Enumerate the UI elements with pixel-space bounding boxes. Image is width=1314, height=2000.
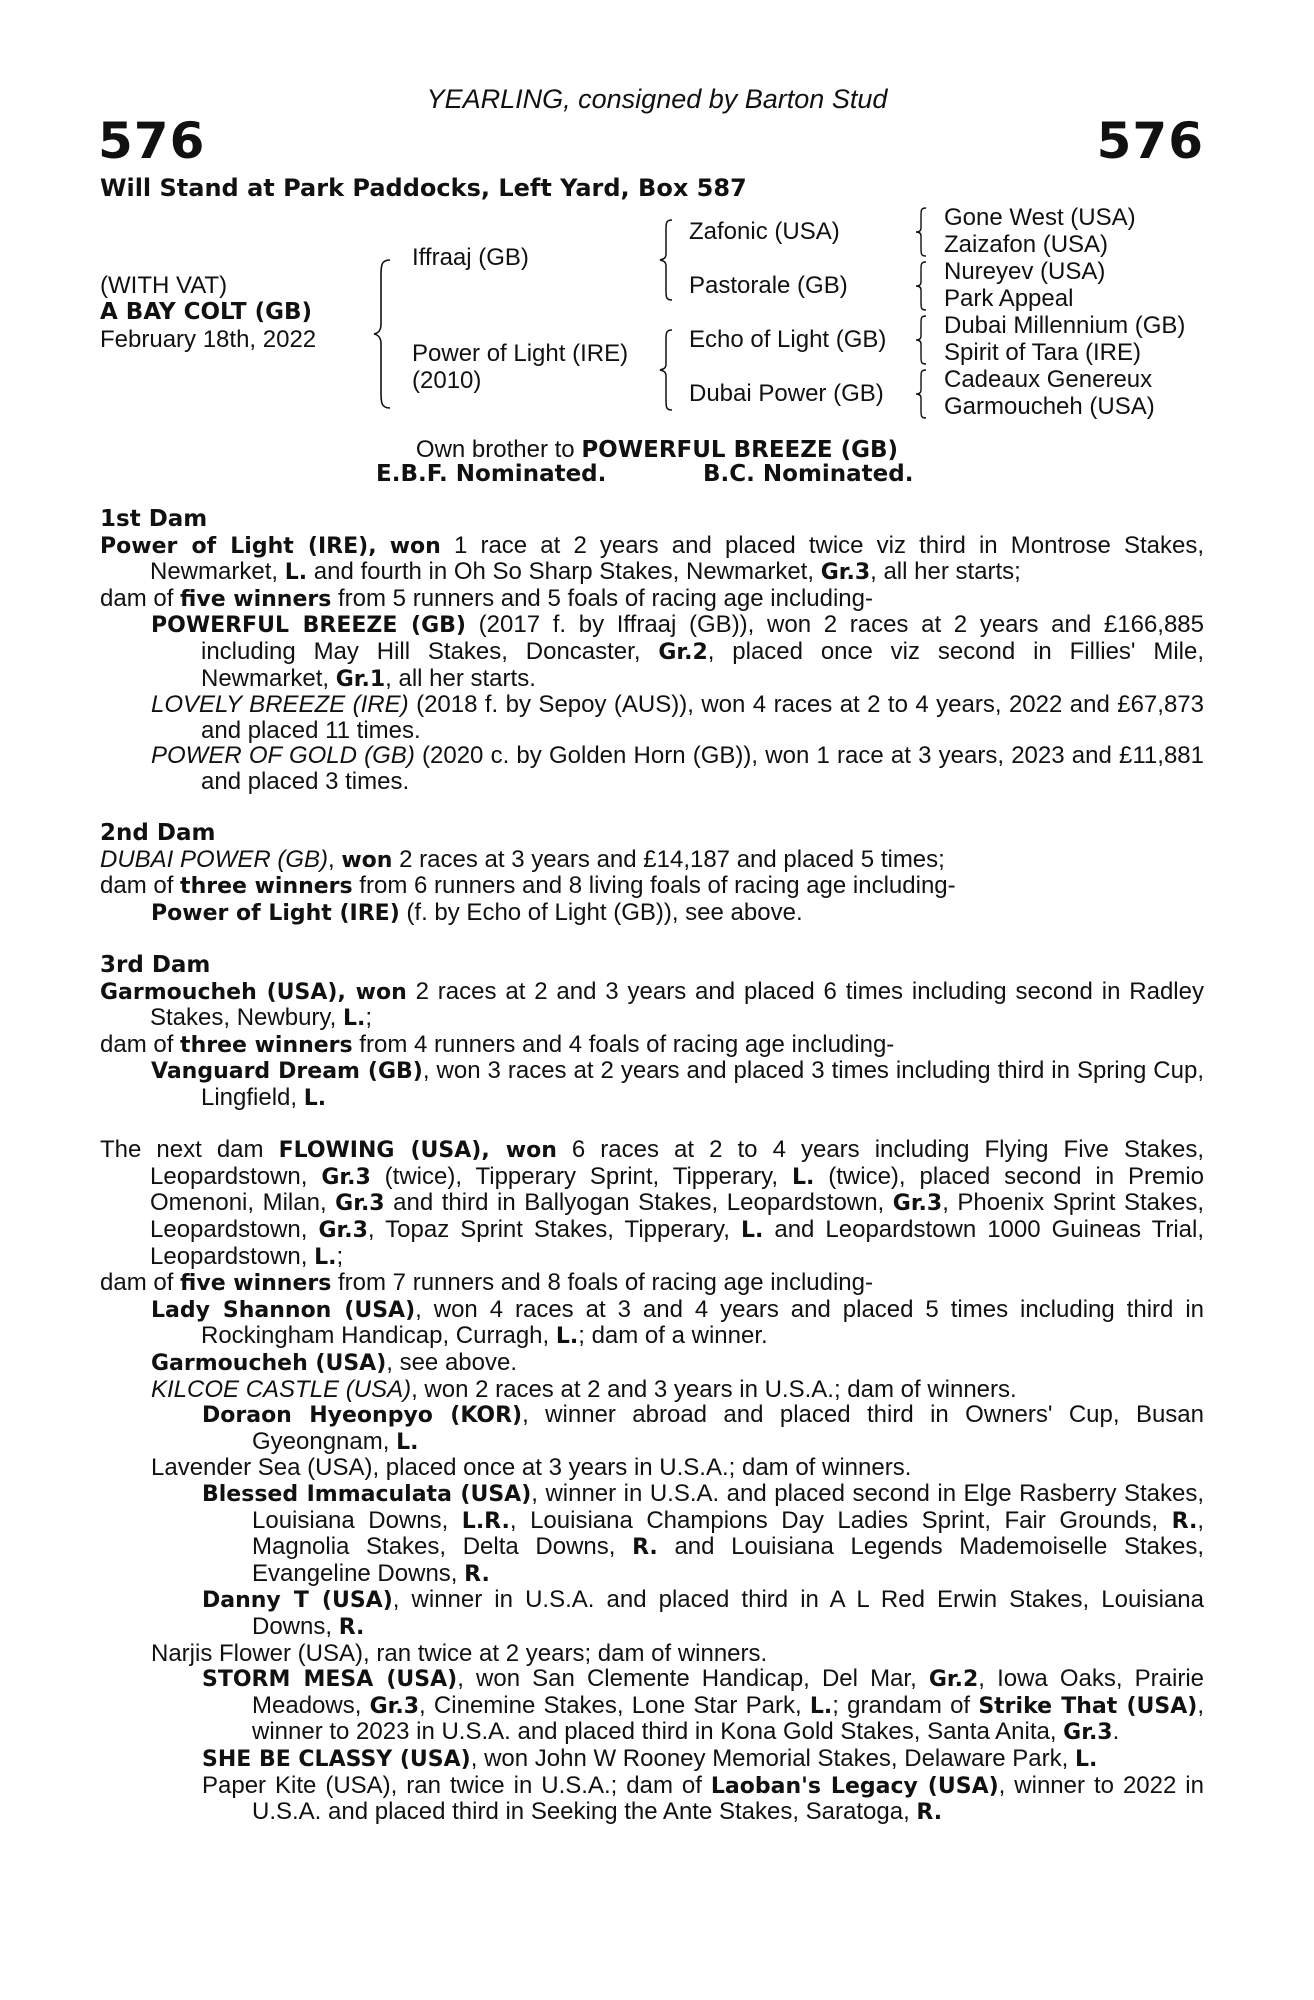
third-dam-heading: 3rd Dam bbox=[100, 952, 211, 979]
own-brother-prefix: Own brother to bbox=[415, 436, 575, 463]
consignment-line: YEARLING, consigned by Barton Stud bbox=[426, 84, 888, 114]
ancestor-3: Nureyev (USA) bbox=[944, 258, 1106, 285]
dam-dam: Dubai Power (GB) bbox=[689, 380, 884, 407]
dam-sire: Echo of Light (GB) bbox=[689, 326, 887, 353]
progeny-power-of-light: Power of Light (IRE) (f. by Echo of Light (GB)), see above. bbox=[151, 898, 803, 926]
second-dam-record: DUBAI POWER (GB), won 2 races at 3 years and £14,187 and placed 5 times; bbox=[100, 845, 945, 873]
foaling-date: February 18th, 2022 bbox=[100, 326, 317, 353]
next-dam-produce-summary: dam of five winners from 7 runners and 8 foals of racing age including- bbox=[100, 1269, 873, 1297]
ancestor-2: Zaizafon (USA) bbox=[944, 231, 1109, 258]
ancestor-1: Gone West (USA) bbox=[944, 204, 1136, 231]
own-brother-line bbox=[0, 436, 1314, 464]
pedigree-brace-g78 bbox=[914, 368, 928, 420]
progeny-vanguard-dream: Vanguard Dream (GB), won 3 races at 2 years and placed 3 times including third in Spring Cup, Lingfield, L. bbox=[151, 1057, 1204, 1112]
progeny-danny-t: Danny T (USA), winner in U.S.A. and placed third in A L Red Erwin Stakes, Louisiana Downs, R. bbox=[202, 1586, 1205, 1640]
progeny-she-be-classy: SHE BE CLASSY (USA), won John W Rooney Memorial Stakes, Delaware Park, L. bbox=[202, 1744, 1098, 1772]
lot-number-left: 576 bbox=[98, 112, 206, 170]
stand-location: Will Stand at Park Paddocks, Left Yard, Box 587 bbox=[100, 174, 747, 202]
progeny-storm-mesa: STORM MESA (USA), won San Clemente Handicap, Del Mar, Gr.2, Iowa Oaks, Prairie Meadows, Gr.3, Cinemine Stakes, Lone Star Park, L.; grandam of Strike That (USA), winner to 2023 in U.S.A. and placed third in Kona Gold Stakes, Santa Anita, Gr.3. bbox=[202, 1665, 1205, 1746]
pedigree-brace-sire bbox=[658, 218, 674, 302]
own-brother-name: POWERFUL BREEZE (GB) bbox=[581, 437, 899, 463]
progeny-lovely-breeze: LOVELY BREEZE (IRE) (2018 f. by Sepoy (AUS)), won 4 races at 2 to 4 years, 2022 and £67,873 and placed 11 times. bbox=[151, 691, 1204, 744]
ancestor-7: Cadeaux Genereux bbox=[944, 366, 1153, 393]
second-dam-heading: 2nd Dam bbox=[100, 820, 216, 847]
progeny-narjis-flower: Narjis Flower (USA), ran twice at 2 years; dam of winners. bbox=[151, 1639, 768, 1667]
progeny-lavender-sea: Lavender Sea (USA), placed once at 3 years in U.S.A.; dam of winners. bbox=[151, 1454, 912, 1482]
progeny-lady-shannon: Lady Shannon (USA), won 4 races at 3 and 4 years and placed 5 times including third in Rockingham Handicap, Curragh, L.; dam of a winner. bbox=[151, 1295, 1204, 1350]
pedigree-brace-g34 bbox=[914, 260, 928, 312]
third-dam-produce-summary: dam of three winners from 4 runners and 4 foals of racing age including- bbox=[100, 1030, 895, 1058]
sire-dam: Pastorale (GB) bbox=[689, 272, 848, 299]
pedigree-brace-g12 bbox=[914, 206, 928, 258]
ancestor-4: Park Appeal bbox=[944, 285, 1074, 312]
sire: Iffraaj (GB) bbox=[412, 244, 529, 271]
progeny-blessed-immaculata: Blessed Immaculata (USA), winner in U.S.A. and placed second in Elge Rasberry Stakes, Louisiana Downs, L.R., Louisiana Champions Day Ladies Sprint, Fair Grounds, R., Magnolia Stakes, Delta Downs, R. and Louisiana Legends Mademoiselle Stakes, Evangeline Downs, R. bbox=[202, 1479, 1204, 1587]
first-dam-name: Power of Light (IRE) bbox=[100, 533, 369, 559]
third-dam-record: Garmoucheh (USA), won 2 races at 2 and 3 years and placed 6 times including second in Radley Stakes, Newbury, L.; bbox=[100, 977, 1204, 1032]
next-dam-record: The next dam FLOWING (USA), won 6 races at 2 to 4 years including Flying Five Stakes, Leopardstown, Gr.3 (twice), Tipperary Sprint, Tipperary, L. (twice), placed second in Premio Omenoni, Milan, Gr.3 and third in Ballyogan Stakes, Leopardstown, Gr.3, Phoenix Sprint Stakes, Leopardstown, Gr.3, Topaz Sprint Stakes, Tipperary, L. and Leopardstown 1000 Guineas Trial, Leopardstown, L.; bbox=[100, 1136, 1205, 1270]
sire-sire: Zafonic (USA) bbox=[689, 218, 840, 245]
second-dam-produce-summary: dam of three winners from 6 runners and 8 living foals of racing age including- bbox=[100, 872, 956, 900]
ancestor-5: Dubai Millennium (GB) bbox=[944, 312, 1186, 339]
progeny-garmoucheh: Garmoucheh (USA), see above. bbox=[151, 1349, 518, 1376]
pedigree-brace-dam bbox=[658, 328, 674, 412]
progeny-power-of-gold: POWER OF GOLD (GB) (2020 c. by Golden Horn (GB)), won 1 race at 3 years, 2023 and £11,881 and placed 3 times. bbox=[151, 742, 1204, 795]
progeny-doraon-hyeonpyo: Doraon Hyeonpyo (KOR), winner abroad and placed third in Owners' Cup, Busan Gyeongnam, L. bbox=[202, 1401, 1204, 1455]
pedigree-brace-main bbox=[372, 258, 394, 410]
first-dam-produce-summary: dam of five winners from 5 runners and 5 foals of racing age including- bbox=[100, 584, 873, 612]
dam: Power of Light (IRE) bbox=[412, 340, 629, 367]
progeny-paper-kite: Paper Kite (USA), ran twice in U.S.A.; dam of Laoban's Legacy (USA), winner to 2022 in U.S.A. and placed third in Seeking the Ante Stakes, Saratoga, R. bbox=[202, 1771, 1204, 1826]
dam-year: (2010) bbox=[412, 367, 482, 394]
pedigree-brace-g56 bbox=[914, 314, 928, 366]
ebf-nomination: E.B.F. Nominated. bbox=[376, 461, 607, 487]
first-dam-heading: 1st Dam bbox=[100, 506, 208, 532]
horse-description: A BAY COLT (GB) bbox=[100, 299, 313, 325]
lot-number-right: 576 bbox=[1096, 112, 1204, 170]
vat-note: (WITH VAT) bbox=[100, 272, 228, 299]
bc-nomination: B.C. Nominated. bbox=[703, 461, 914, 487]
progeny-kilcoe-castle: KILCOE CASTLE (USA), won 2 races at 2 and 3 years in U.S.A.; dam of winners. bbox=[151, 1375, 1017, 1403]
progeny-powerful-breeze: POWERFUL BREEZE (GB) (2017 f. by Iffraaj (GB)), won 2 races at 2 years and £166,885 including May Hill Stakes, Doncaster, Gr.2, placed once viz second in Fillies' Mile, Newmarket, Gr.1, all her starts. bbox=[151, 611, 1204, 692]
ancestor-6: Spirit of Tara (IRE) bbox=[944, 339, 1141, 366]
ancestor-8: Garmoucheh (USA) bbox=[944, 393, 1155, 420]
first-dam-record: Power of Light (IRE), won 1 race at 2 years and placed twice viz third in Montrose Stakes, Newmarket, L. and fourth in Oh So Sharp Stakes, Newmarket, Gr.3, all her starts; bbox=[100, 531, 1205, 586]
pedigree-notes bbox=[100, 506, 1204, 1826]
